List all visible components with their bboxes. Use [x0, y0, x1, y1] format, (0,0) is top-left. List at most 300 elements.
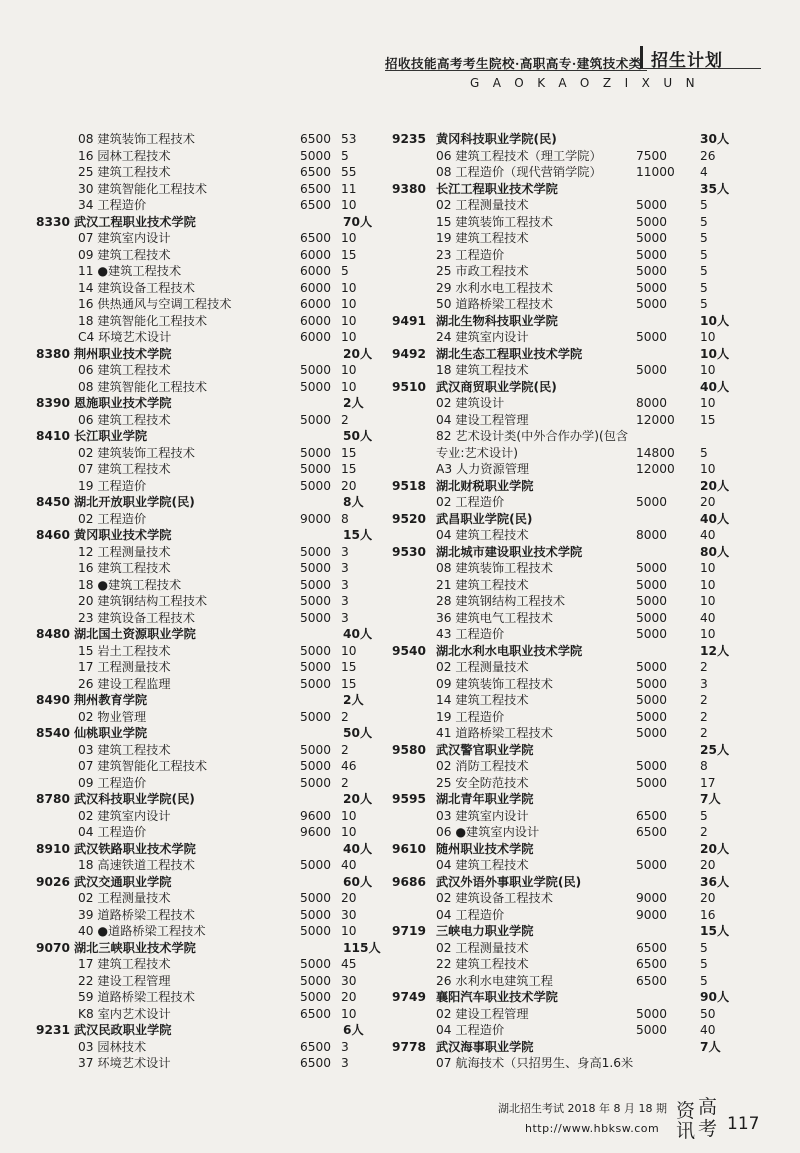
tuition-fee: 5000 — [636, 363, 668, 377]
tuition-fee: 5000 — [300, 924, 332, 938]
tuition-fee: 5000 — [636, 627, 668, 641]
school-code: 9070 — [36, 940, 70, 955]
major-row — [42, 164, 382, 181]
major-row — [398, 956, 758, 973]
major-quota: 5 — [700, 957, 708, 971]
major-quota: 2 — [341, 412, 349, 427]
major-name: 18 建筑工程技术 — [436, 363, 529, 377]
school-row — [36, 874, 382, 891]
major-name: C4 环境艺术设计 — [78, 330, 172, 344]
major-name: K8 室内艺术设计 — [78, 1006, 171, 1021]
major-row — [42, 890, 382, 907]
major-name: 23 工程造价 — [436, 247, 505, 262]
page-header — [0, 40, 800, 90]
major-name: 17 建筑工程技术 — [78, 957, 171, 971]
tuition-fee: 6500 — [636, 825, 668, 839]
tuition-fee: 5000 — [300, 478, 332, 493]
major-quota: 10 — [341, 379, 357, 394]
tuition-fee: 6500 — [636, 940, 668, 955]
major-quota: 40 — [700, 610, 716, 625]
school-name: 湖北生物科技职业学院 — [436, 313, 558, 328]
major-quota: 30 — [341, 973, 357, 988]
major-name: 37 环境艺术设计 — [78, 1056, 171, 1070]
major-row — [42, 775, 382, 792]
major-quota: 8 — [700, 759, 708, 773]
school-total-quota: 50人 — [343, 726, 373, 740]
school-code: 8380 — [36, 346, 70, 361]
major-row — [42, 709, 382, 726]
major-name: 02 建设工程管理 — [436, 1006, 529, 1021]
major-name: 专业:艺术设计) — [436, 445, 518, 460]
major-quota: 20 — [700, 858, 716, 872]
school-code: 8330 — [36, 214, 70, 229]
major-name: 24 建筑室内设计 — [436, 330, 529, 344]
major-row — [398, 940, 758, 957]
major-row — [42, 379, 382, 396]
major-name: 09 工程造价 — [78, 775, 147, 790]
tuition-fee: 12000 — [636, 412, 675, 427]
major-name: 19 建筑工程技术 — [436, 231, 529, 245]
tuition-fee: 5000 — [636, 561, 668, 575]
school-total-quota: 115人 — [343, 940, 381, 955]
tuition-fee: 5000 — [636, 247, 668, 262]
tuition-fee: 5000 — [300, 973, 332, 988]
tuition-fee: 5000 — [300, 990, 332, 1004]
school-name: 恩施职业技术学院 — [74, 396, 172, 410]
major-quota: 2 — [341, 742, 349, 757]
major-row — [42, 313, 382, 330]
major-name: 04 建筑工程技术 — [436, 528, 529, 542]
tuition-fee: 5000 — [300, 891, 332, 905]
school-total-quota: 40人 — [700, 379, 730, 394]
major-name: 43 工程造价 — [436, 627, 505, 641]
major-quota: 5 — [341, 264, 349, 278]
major-row — [42, 263, 382, 280]
major-quota: 10 — [700, 627, 716, 641]
major-quota: 2 — [700, 825, 708, 839]
tuition-fee: 5000 — [300, 445, 332, 460]
major-row — [42, 808, 382, 825]
school-row — [36, 1022, 382, 1039]
school-total-quota: 10人 — [700, 313, 730, 328]
major-row — [398, 593, 758, 610]
school-total-quota: 7人 — [700, 1039, 721, 1054]
header-title: 招生计划 — [651, 51, 723, 71]
major-row — [398, 1022, 758, 1039]
school-row — [36, 428, 382, 445]
major-name: 15 岩土工程技术 — [78, 643, 171, 658]
major-name: 26 建设工程监理 — [78, 676, 171, 691]
tuition-fee: 5000 — [636, 660, 668, 674]
major-quota: 3 — [341, 544, 349, 559]
school-row — [392, 742, 758, 759]
school-row — [392, 313, 758, 330]
major-quota: 3 — [341, 561, 349, 575]
school-total-quota: 20人 — [343, 792, 373, 806]
tuition-fee: 6000 — [300, 297, 332, 311]
school-name: 荆州职业技术学院 — [74, 346, 172, 361]
school-row — [36, 725, 382, 742]
major-quota: 2 — [341, 709, 349, 724]
major-row — [42, 560, 382, 577]
tuition-fee: 8000 — [636, 396, 668, 410]
school-name: 武汉交通职业学院 — [74, 874, 172, 889]
tuition-fee: 5000 — [300, 907, 332, 922]
major-quota: 10 — [341, 924, 357, 938]
school-name: 湖北水利水电职业技术学院 — [436, 643, 583, 658]
major-name: 08 工程造价（现代营销学院） — [436, 165, 602, 179]
tuition-fee: 5000 — [300, 594, 332, 608]
tuition-fee: 6000 — [300, 280, 332, 295]
major-row — [398, 808, 758, 825]
major-name: 25 安全防范技术 — [436, 775, 529, 790]
major-quota: 20 — [341, 891, 357, 905]
tuition-fee: 5000 — [636, 610, 668, 625]
major-name: 09 建筑工程技术 — [78, 247, 171, 262]
major-quota: 10 — [341, 363, 357, 377]
school-code: 9491 — [392, 313, 426, 328]
school-code: 8480 — [36, 627, 70, 641]
tuition-fee: 5000 — [636, 726, 668, 740]
major-name: 08 建筑装饰工程技术 — [78, 132, 195, 146]
major-name: 02 建筑设备工程技术 — [436, 891, 553, 905]
major-row — [398, 709, 758, 726]
tuition-fee: 5000 — [636, 709, 668, 724]
major-row — [398, 610, 758, 627]
major-row — [398, 824, 758, 841]
major-quota: 2 — [700, 660, 708, 674]
major-row — [398, 758, 758, 775]
major-row — [398, 148, 758, 165]
major-row — [42, 461, 382, 478]
major-quota: 10 — [341, 808, 357, 823]
major-name: 06 建筑工程技术（理工学院） — [436, 148, 602, 163]
tuition-fee: 11000 — [636, 165, 675, 179]
tuition-fee: 5000 — [300, 577, 332, 592]
school-total-quota: 60人 — [343, 874, 373, 889]
school-code: 8450 — [36, 495, 70, 509]
header-title-box — [640, 46, 761, 69]
school-code: 9492 — [392, 346, 426, 361]
tuition-fee: 9000 — [636, 891, 668, 905]
major-row — [42, 329, 382, 346]
school-total-quota: 80人 — [700, 544, 730, 559]
school-total-quota: 2人 — [343, 693, 364, 707]
school-total-quota: 90人 — [700, 990, 730, 1004]
major-row — [42, 296, 382, 313]
major-name: 08 建筑装饰工程技术 — [436, 561, 553, 575]
major-name: 14 建筑工程技术 — [436, 693, 529, 707]
school-row — [392, 544, 758, 561]
major-row — [398, 230, 758, 247]
major-row — [398, 197, 758, 214]
tuition-fee: 6500 — [300, 1056, 332, 1070]
major-row — [398, 395, 758, 412]
school-total-quota: 70人 — [343, 214, 373, 229]
school-row — [392, 379, 758, 396]
major-name: 28 建筑钢结构工程技术 — [436, 594, 566, 608]
major-quota: 3 — [341, 1056, 349, 1070]
school-row — [392, 989, 758, 1006]
tuition-fee: 6500 — [636, 973, 668, 988]
tuition-fee: 5000 — [300, 412, 332, 427]
major-name: 41 道路桥梁工程技术 — [436, 726, 553, 740]
major-row — [398, 1006, 758, 1023]
school-name: 湖北三峡职业技术学院 — [74, 940, 196, 955]
major-row — [42, 445, 382, 462]
school-name: 武汉警官职业学院 — [436, 742, 534, 757]
major-name: 17 工程测量技术 — [78, 660, 171, 674]
tuition-fee: 6500 — [300, 132, 332, 146]
major-name: 04 工程造价 — [78, 825, 147, 839]
school-row — [392, 923, 758, 940]
major-row — [398, 692, 758, 709]
school-name: 武昌职业学院(民) — [436, 511, 533, 526]
header-pinyin: GAOKAOZIXUN — [470, 76, 709, 90]
major-quota: 11 — [341, 181, 357, 196]
school-total-quota: 40人 — [700, 511, 730, 526]
major-name: 16 建筑工程技术 — [78, 561, 171, 575]
school-code: 8910 — [36, 841, 70, 856]
major-name: 03 建筑室内设计 — [436, 808, 529, 823]
major-name: 02 建筑室内设计 — [78, 808, 171, 823]
major-row — [42, 1055, 382, 1072]
major-quota: 10 — [700, 330, 716, 344]
school-code: 8540 — [36, 726, 70, 740]
tuition-fee: 5000 — [300, 709, 332, 724]
school-row — [392, 346, 758, 363]
major-quota: 15 — [341, 676, 357, 691]
major-quota: 15 — [341, 247, 357, 262]
tuition-fee: 6500 — [300, 1039, 332, 1054]
major-quota: 10 — [341, 280, 357, 295]
major-row — [42, 758, 382, 775]
tuition-fee: 12000 — [636, 462, 675, 476]
school-total-quota: 6人 — [343, 1023, 364, 1037]
school-name: 湖北青年职业学院 — [436, 792, 534, 806]
major-name: 03 建筑工程技术 — [78, 742, 171, 757]
major-row — [398, 362, 758, 379]
tuition-fee: 5000 — [300, 660, 332, 674]
major-quota: 53 — [341, 132, 357, 146]
major-row — [42, 197, 382, 214]
school-total-quota: 20人 — [700, 478, 730, 493]
major-row — [398, 1055, 758, 1072]
school-code: 9595 — [392, 792, 426, 806]
school-row — [392, 874, 758, 891]
major-name: 02 建筑设计 — [436, 396, 505, 410]
major-name: 04 建筑工程技术 — [436, 858, 529, 872]
major-row — [42, 181, 382, 198]
major-name: 02 工程测量技术 — [78, 891, 171, 905]
major-name: 06 ●建筑室内设计 — [436, 825, 540, 839]
tuition-fee: 5000 — [636, 759, 668, 773]
tuition-fee: 5000 — [636, 858, 668, 872]
major-quota: 4 — [700, 165, 708, 179]
school-total-quota: 8人 — [343, 495, 364, 509]
tuition-fee: 6500 — [300, 165, 332, 179]
major-name: 26 水利水电建筑工程 — [436, 973, 553, 988]
major-name: 20 建筑钢结构工程技术 — [78, 594, 208, 608]
major-quota: 20 — [700, 495, 716, 509]
school-total-quota: 20人 — [700, 841, 730, 856]
major-row — [398, 280, 758, 297]
major-row — [398, 857, 758, 874]
major-name: 36 建筑电气工程技术 — [436, 610, 553, 625]
tuition-fee: 6000 — [300, 264, 332, 278]
tuition-fee: 9600 — [300, 808, 332, 823]
tuition-fee: 5000 — [636, 577, 668, 592]
tuition-fee: 5000 — [636, 297, 668, 311]
major-name: A3 人力资源管理 — [436, 462, 530, 476]
school-row — [392, 131, 758, 148]
school-name: 武汉工程职业技术学院 — [74, 214, 196, 229]
major-quota: 30 — [341, 907, 357, 922]
major-name: 03 园林技术 — [78, 1039, 147, 1054]
school-row — [36, 395, 382, 412]
major-quota: 20 — [341, 990, 357, 1004]
major-row — [42, 923, 382, 940]
tuition-fee: 5000 — [300, 462, 332, 476]
tuition-fee: 5000 — [300, 676, 332, 691]
tuition-fee: 5000 — [300, 775, 332, 790]
major-name: 02 物业管理 — [78, 709, 147, 724]
major-row — [42, 148, 382, 165]
major-quota: 5 — [700, 214, 708, 229]
major-quota: 10 — [700, 363, 716, 377]
school-row — [36, 346, 382, 363]
school-name: 襄阳汽车职业技术学院 — [436, 990, 558, 1004]
school-code: 9778 — [392, 1039, 426, 1054]
major-quota: 2 — [700, 726, 708, 740]
school-row — [36, 494, 382, 511]
major-row — [42, 478, 382, 495]
major-row — [42, 824, 382, 841]
major-row — [42, 907, 382, 924]
header-rule — [385, 70, 647, 71]
tuition-fee: 6000 — [300, 330, 332, 344]
tuition-fee: 5000 — [300, 759, 332, 773]
major-name: 25 市政工程技术 — [436, 264, 529, 278]
major-row — [398, 527, 758, 544]
major-quota: 45 — [341, 957, 357, 971]
major-row — [42, 857, 382, 874]
major-row — [42, 1039, 382, 1056]
school-total-quota: 12人 — [700, 643, 730, 658]
tuition-fee: 6500 — [300, 198, 332, 212]
tuition-fee: 6000 — [300, 247, 332, 262]
major-quota: 2 — [341, 775, 349, 790]
major-row — [398, 560, 758, 577]
major-quota: 5 — [341, 148, 349, 163]
major-name: 25 建筑工程技术 — [78, 165, 171, 179]
tuition-fee: 6500 — [300, 181, 332, 196]
major-quota: 5 — [700, 940, 708, 955]
major-row — [398, 445, 758, 462]
major-name: 07 建筑工程技术 — [78, 462, 171, 476]
school-name: 湖北开放职业学院(民) — [74, 495, 195, 509]
major-quota: 10 — [341, 297, 357, 311]
school-total-quota: 40人 — [343, 627, 373, 641]
major-quota: 10 — [700, 577, 716, 592]
school-code: 9026 — [36, 874, 70, 889]
major-quota: 50 — [700, 1006, 716, 1021]
major-name: 23 建筑设备工程技术 — [78, 610, 195, 625]
tuition-fee: 5000 — [300, 544, 332, 559]
school-code: 8490 — [36, 693, 70, 707]
school-row — [392, 511, 758, 528]
major-row — [398, 296, 758, 313]
major-quota: 40 — [341, 858, 357, 872]
footer-url[interactable]: http://www.hbksw.com — [525, 1122, 660, 1135]
major-row — [398, 329, 758, 346]
school-row — [36, 791, 382, 808]
major-name: 82 艺术设计类(中外合作办学)(包含 — [436, 429, 629, 443]
school-total-quota: 15人 — [700, 924, 730, 938]
major-name: 16 园林工程技术 — [78, 148, 171, 163]
tuition-fee: 5000 — [300, 148, 332, 163]
school-code: 9520 — [392, 511, 426, 526]
school-name: 武汉铁路职业技术学院 — [74, 841, 196, 856]
tuition-fee: 5000 — [636, 594, 668, 608]
major-row — [398, 775, 758, 792]
school-row — [392, 478, 758, 495]
page-footer — [0, 1090, 800, 1150]
major-quota: 55 — [341, 165, 357, 179]
major-name: 22 建筑工程技术 — [436, 957, 529, 971]
school-name: 湖北财税职业学院 — [436, 478, 534, 493]
school-name: 三峡电力职业学院 — [436, 924, 534, 938]
school-code: 9530 — [392, 544, 426, 559]
major-name: 16 供热通风与空调工程技术 — [78, 297, 232, 311]
tuition-fee: 5000 — [300, 610, 332, 625]
major-quota: 5 — [700, 808, 708, 823]
school-row — [36, 214, 382, 231]
major-name: 08 建筑智能化工程技术 — [78, 379, 208, 394]
major-name: 40 ●道路桥梁工程技术 — [78, 924, 206, 938]
tuition-fee: 5000 — [300, 643, 332, 658]
major-row — [42, 511, 382, 528]
school-code: 9719 — [392, 924, 426, 938]
school-total-quota: 25人 — [700, 742, 730, 757]
major-name: 22 建设工程管理 — [78, 973, 171, 988]
major-row — [42, 544, 382, 561]
school-row — [36, 940, 382, 957]
school-row — [36, 626, 382, 643]
school-row — [36, 527, 382, 544]
major-name: 06 建筑工程技术 — [78, 363, 171, 377]
school-code: 9231 — [36, 1023, 70, 1037]
major-quota: 10 — [341, 1006, 357, 1021]
major-row — [42, 247, 382, 264]
major-name: 18 ●建筑工程技术 — [78, 577, 182, 592]
school-name: 湖北城市建设职业技术学院 — [436, 544, 583, 559]
major-quota: 8 — [341, 511, 349, 526]
major-row — [42, 593, 382, 610]
major-name: 02 工程测量技术 — [436, 940, 529, 955]
major-name: 21 建筑工程技术 — [436, 577, 529, 592]
school-name: 黄冈科技职业学院(民) — [436, 132, 557, 146]
tuition-fee: 5000 — [636, 775, 668, 790]
major-quota: 10 — [341, 231, 357, 245]
major-quota: 10 — [341, 198, 357, 212]
major-name: 02 工程造价 — [436, 495, 505, 509]
major-quota: 5 — [700, 231, 708, 245]
major-quota: 5 — [700, 280, 708, 295]
major-quota: 20 — [341, 478, 357, 493]
major-row — [398, 214, 758, 231]
major-quota: 26 — [700, 148, 716, 163]
